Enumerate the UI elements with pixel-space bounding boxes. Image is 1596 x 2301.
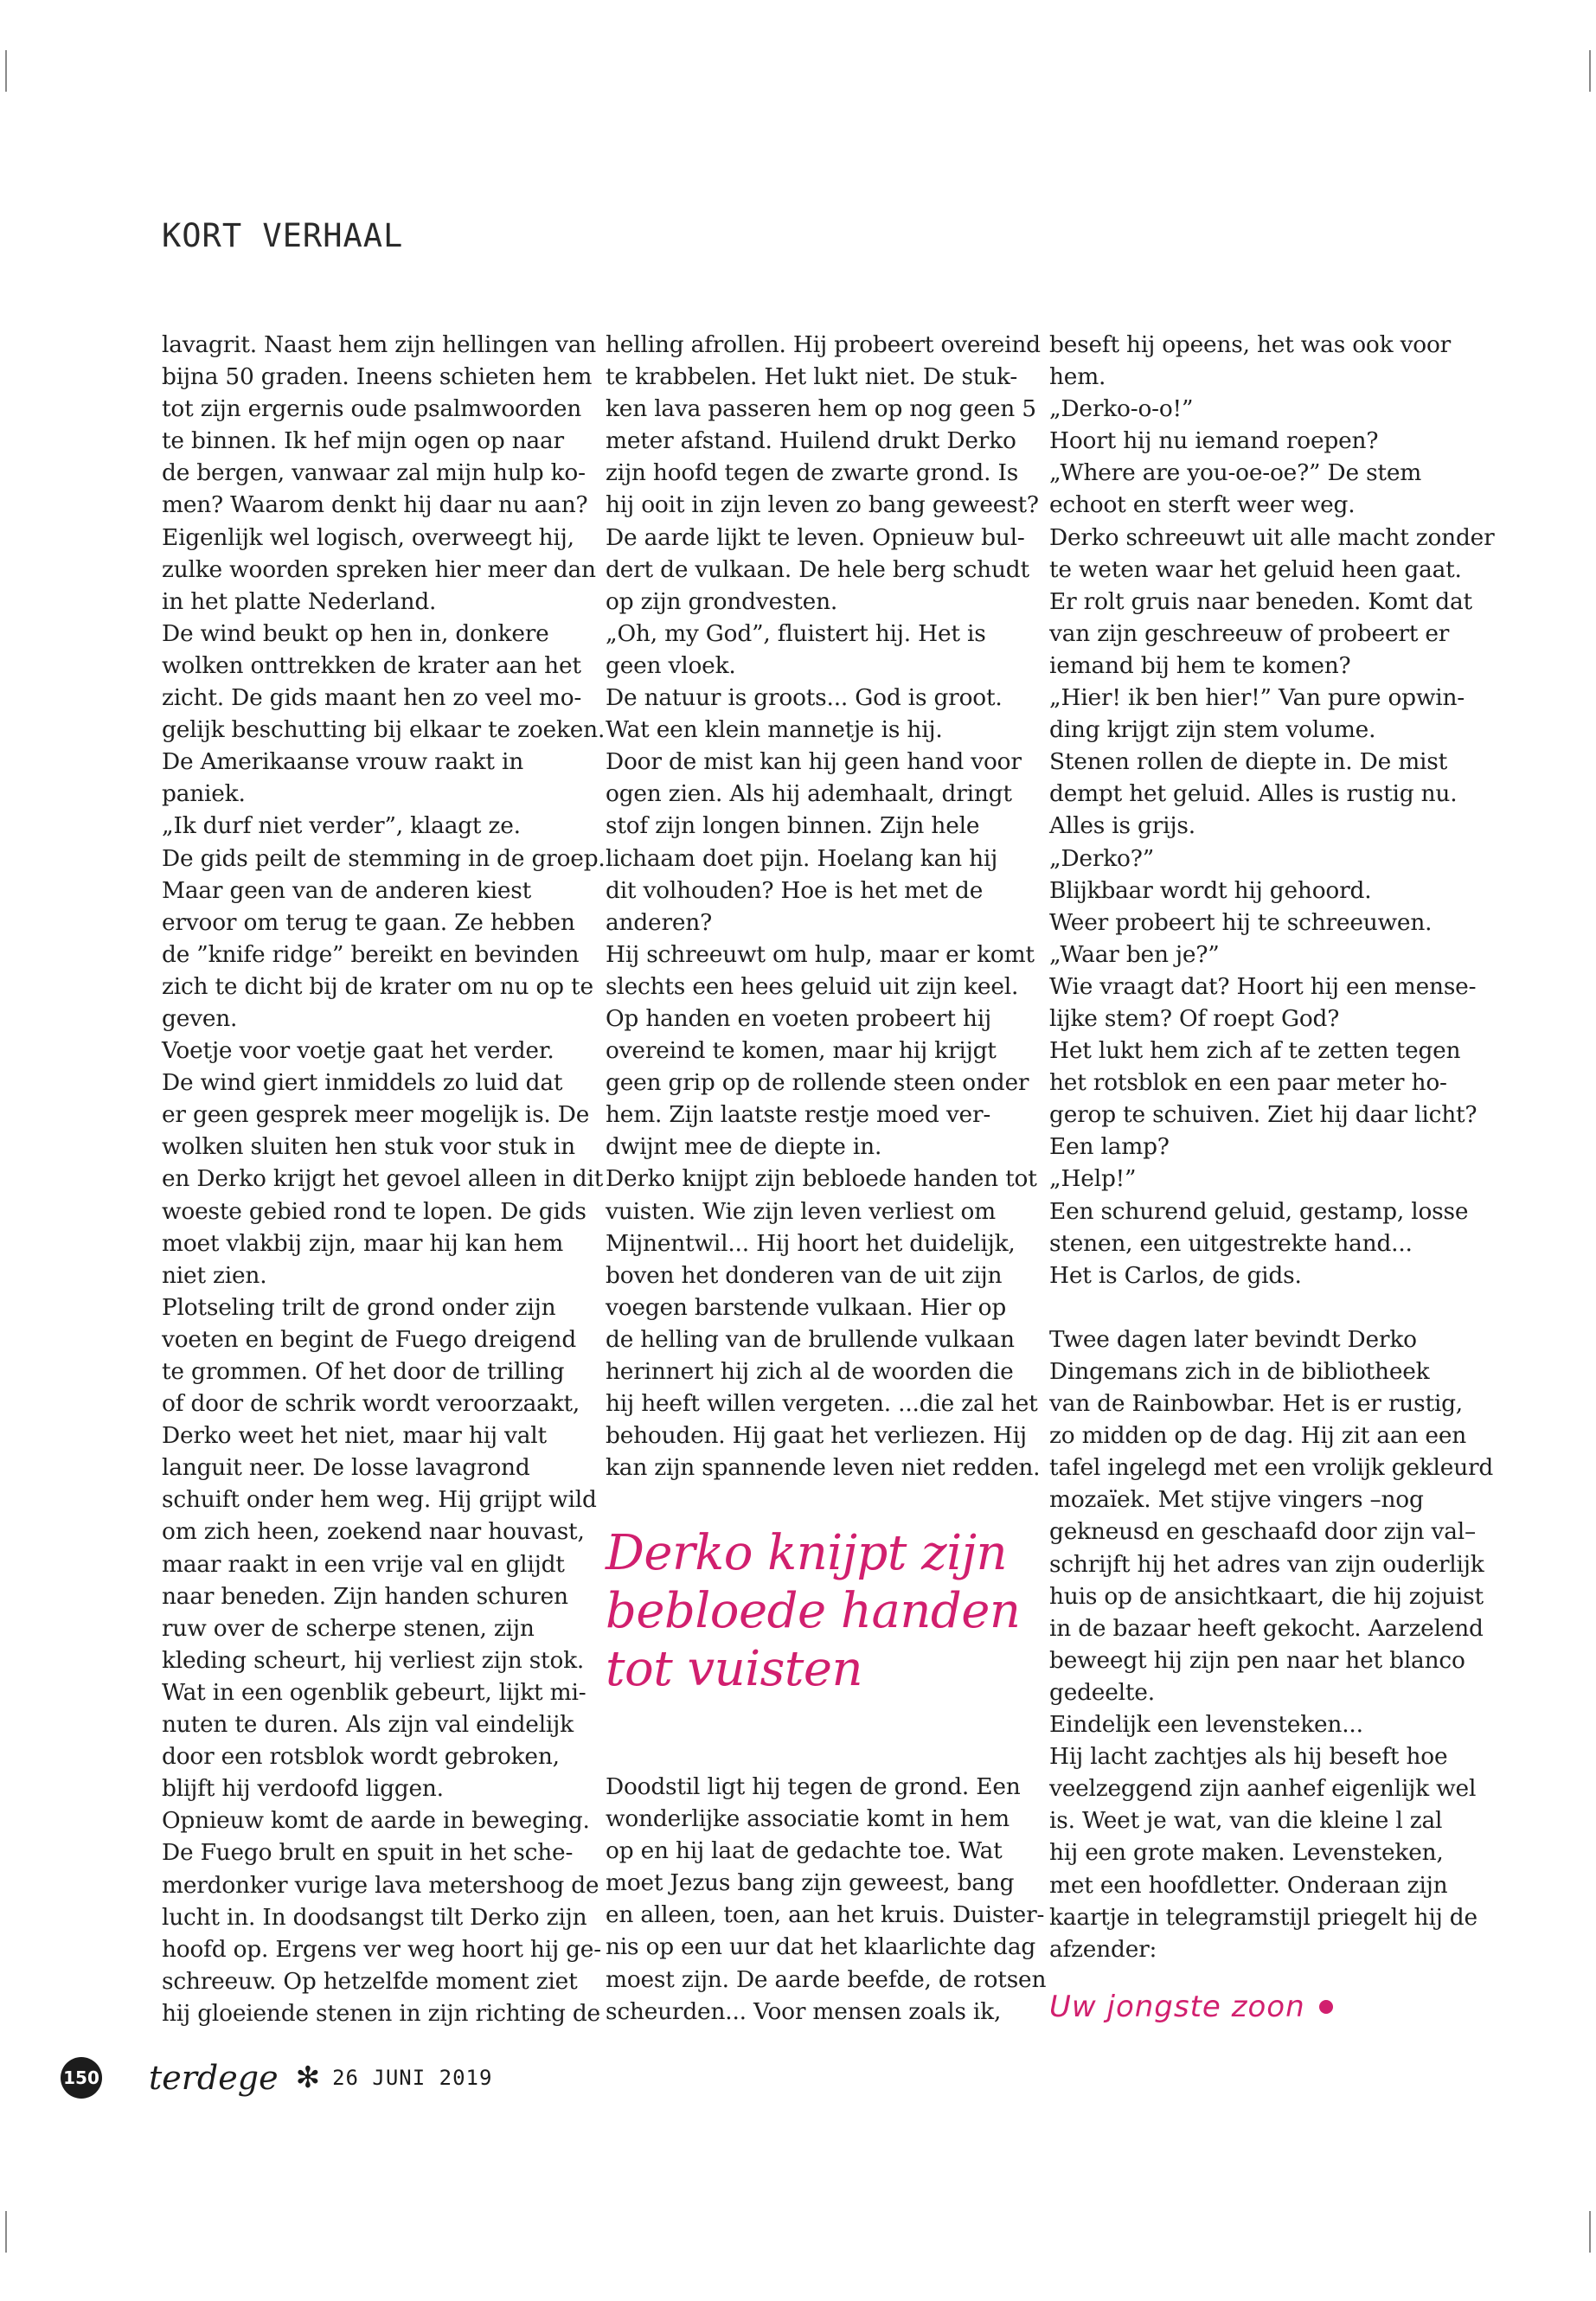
text-line: De wind beukt op hen in, donkere [162, 619, 549, 647]
text-line: men? Waarom denkt hij daar nu aan? [162, 491, 588, 519]
text-line: ding krijgt zijn stem volume. [1049, 716, 1376, 744]
text-line: met een hoofdletter. Onderaan zijn [1049, 1871, 1448, 1899]
text-line: Hoort hij nu iemand roepen? [1049, 427, 1379, 455]
text-line: hoofd op. Ergens ver weg hoort hij ge- [162, 1935, 601, 1963]
text-line: naar beneden. Zijn handen schuren [162, 1582, 568, 1610]
text-line: slechts een hees geluid uit zijn keel. [606, 972, 1019, 1000]
text-line: schrijft hij het adres van zijn ouderlijk [1049, 1550, 1484, 1578]
text-line: Het lukt hem zich af te zetten tegen [1049, 1037, 1461, 1065]
text-line: behouden. Hij gaat het verliezen. Hij [606, 1422, 1027, 1450]
text-line: Doodstil ligt hij tegen de grond. Een [606, 1773, 1021, 1800]
text-line: geen vloek. [606, 651, 736, 679]
text-line: stenen, een uitgestrekte hand... [1049, 1229, 1413, 1257]
text-line: van de Rainbowbar. Het is er rustig, [1049, 1390, 1463, 1418]
text-line: De aarde lijkt te leven. Opnieuw bul- [606, 523, 1025, 551]
text-line: niet zien. [162, 1261, 267, 1289]
text-line: Twee dagen later bevindt Derko [1049, 1325, 1417, 1353]
text-line: te krabbelen. Het lukt niet. De stuk- [606, 363, 1018, 391]
text-line: Derko schreeuwt uit alle macht zonder [1049, 523, 1495, 551]
text-line: op en hij laat de gedachte toe. Wat [606, 1837, 1003, 1865]
text-line: moest zijn. De aarde beefde, de rotsen [606, 1965, 1047, 1993]
text-line: Er rolt gruis naar beneden. Komt dat [1049, 587, 1472, 615]
text-line: mozaïek. Met stijve vingers –nog [1049, 1486, 1424, 1514]
text-line: nuten te duren. Als zijn val eindelijk [162, 1711, 574, 1739]
crop-mark-bottom-right [1589, 2211, 1591, 2253]
text-line: wolken onttrekken de krater aan het [162, 651, 581, 679]
text-line: Hij lacht zachtjes als hij beseft hoe [1049, 1743, 1448, 1771]
text-line: gelijk beschutting bij elkaar te zoeken. [162, 716, 606, 744]
text-line: lichaam doet pijn. Hoelang kan hij [606, 844, 998, 872]
crop-mark-bottom-left [5, 2211, 7, 2253]
text-line: bebloede handen [606, 1583, 1021, 1639]
text-line: moet vlakbij zijn, maar hij kan hem [162, 1229, 564, 1257]
text-line: Opnieuw komt de aarde in beweging. [162, 1807, 590, 1835]
text-line: beseft hij opeens, het was ook voor [1049, 331, 1452, 358]
text-line: hij een grote maken. Levensteken, [1049, 1839, 1444, 1867]
section-label: KORT VERHAAL [162, 217, 404, 254]
text-line: maar raakt in een vrije val en glijdt [162, 1550, 565, 1578]
text-line: Derko knijpt zijn bebloede handen tot [606, 1165, 1037, 1193]
magazine-brand: terdege [149, 2059, 279, 2097]
text-line: of door de schrik wordt veroorzaakt, [162, 1390, 580, 1418]
text-line: is. Weet je wat, van die kleine l zal [1049, 1807, 1443, 1835]
text-line: in het platte Nederland. [162, 587, 437, 615]
text-column-3 [1049, 329, 1495, 1965]
text-line: Wat een klein mannetje is hij. [606, 716, 943, 744]
text-line: „Ik durf niet verder”, klaagt ze. [162, 812, 521, 840]
text-line: kan zijn spannende leven niet redden. [606, 1454, 1041, 1482]
text-line: „Oh, my God”, fluistert hij. Het is [606, 619, 986, 647]
text-line: meter afstand. Huilend drukt Derko [606, 427, 1016, 455]
text-line: „Waar ben je?” [1049, 940, 1220, 968]
text-line: de helling van de brullende vulkaan [606, 1325, 1015, 1353]
text-line: tafel ingelegd met een vrolijk gekleurd [1049, 1454, 1494, 1482]
text-line: wonderlijke associatie komt in hem [606, 1805, 1010, 1833]
text-line: anderen? [606, 908, 713, 936]
text-line: „Where are you-oe-oe?” De stem [1049, 459, 1422, 487]
text-line: De Fuego brult en spuit in het sche- [162, 1839, 574, 1867]
text-line: scheurden... Voor mensen zoals ik, [606, 1997, 1002, 2025]
text-line: Eigenlijk wel logisch, overweegt hij, [162, 523, 574, 551]
text-line: en Derko krijgt het gevoel alleen in dit [162, 1165, 604, 1193]
text-line: stof zijn longen binnen. Zijn hele [606, 812, 980, 840]
star-separator-icon: ✻ [295, 2061, 321, 2095]
page-number: 150 [61, 2057, 102, 2099]
text-line: Alles is grijs. [1049, 812, 1195, 840]
text-line: ken lava passeren hem op nog geen 5 [606, 395, 1036, 423]
issue-date: 26 JUNI 2019 [332, 2066, 493, 2090]
text-line: Door de mist kan hij geen hand voor [606, 748, 1022, 776]
text-line: Stenen rollen de diepte in. De mist [1049, 748, 1448, 776]
text-line: Blijkbaar wordt hij gehoord. [1049, 876, 1372, 904]
text-column-2-lower [606, 1771, 1047, 2028]
text-line: de ”knife ridge” bereikt en bevinden [162, 940, 580, 968]
text-line: Derko weet het niet, maar hij valt [162, 1422, 547, 1450]
text-line: Het is Carlos, de gids. [1049, 1261, 1302, 1289]
text-line: nis op een uur dat het klaarlichte dag [606, 1933, 1036, 1961]
text-line: woeste gebied rond te lopen. De gids [162, 1197, 586, 1225]
text-line: gerop te schuiven. Ziet hij daar licht? [1049, 1101, 1477, 1129]
crop-mark-top-right [1589, 50, 1591, 92]
text-line: boven het donderen van de uit zijn [606, 1261, 1003, 1289]
text-line: ruw over de scherpe stenen, zijn [162, 1614, 535, 1642]
text-line: kleding scheurt, hij verliest zijn stok. [162, 1646, 585, 1674]
text-line: „Help!” [1049, 1165, 1137, 1193]
signoff [1049, 1990, 1333, 2024]
text-line: kaartje in telegramstijl priegelt hij de [1049, 1903, 1477, 1931]
text-line: Plotseling trilt de grond onder zijn [162, 1293, 556, 1321]
text-line: zicht. De gids maant hen zo veel mo- [162, 684, 582, 712]
text-line: helling afrollen. Hij probeert overeind [606, 331, 1041, 358]
text-line: te binnen. Ik hef mijn ogen op naar [162, 427, 564, 455]
text-line: De wind giert inmiddels zo luid dat [162, 1069, 563, 1097]
text-line: iemand bij hem te komen? [1049, 651, 1351, 679]
text-line: hij heeft willen vergeten. ...die zal het [606, 1390, 1038, 1418]
text-line: te weten waar het geluid heen gaat. [1049, 555, 1462, 583]
text-line: geven. [162, 1004, 238, 1032]
text-line: van zijn geschreeuw of probeert er [1049, 619, 1450, 647]
text-line: dit volhouden? Hoe is het met de [606, 876, 984, 904]
text-line: dwijnt mee de diepte in. [606, 1133, 882, 1161]
pull-quote [606, 1524, 1029, 1698]
text-line: herinnert hij zich al de woorden die [606, 1358, 1014, 1385]
signoff-text: Uw jongste zoon [1049, 1990, 1305, 2024]
text-line: hij gloeiende stenen in zijn richting de [162, 1999, 600, 2027]
text-line: Op handen en voeten probeert hij [606, 1004, 991, 1032]
text-line: afzender: [1049, 1935, 1157, 1963]
text-line: zulke woorden spreken hier meer dan [162, 555, 596, 583]
text-line: vuisten. Wie zijn leven verliest om [606, 1197, 996, 1225]
text-line: dert de vulkaan. De hele berg schudt [606, 555, 1029, 583]
text-line: lijke stem? Of roept God? [1049, 1004, 1340, 1032]
text-line: De Amerikaanse vrouw raakt in [162, 748, 524, 776]
text-line: zo midden op de dag. Hij zit aan een [1049, 1422, 1467, 1450]
text-line: hem. [1049, 363, 1106, 391]
text-line: Mijnentwil... Hij hoort het duidelijk, [606, 1229, 1016, 1257]
text-line: Weer probeert hij te schreeuwen. [1049, 908, 1433, 936]
text-line: wolken sluiten hen stuk voor stuk in [162, 1133, 575, 1161]
text-line: gekneusd en geschaafd door zijn val– [1049, 1518, 1476, 1546]
end-mark-dot-icon [1319, 2000, 1333, 2014]
crop-mark-top-left [5, 50, 7, 92]
text-line: de bergen, vanwaar zal mijn hulp ko- [162, 459, 586, 487]
text-line: Dingemans zich in de bibliotheek [1049, 1358, 1430, 1385]
text-line: Een lamp? [1049, 1133, 1170, 1161]
text-line: Hij schreeuwt om hulp, maar er komt [606, 940, 1035, 968]
text-line: dempt het geluid. Alles is rustig nu. [1049, 780, 1458, 808]
text-line: Wat in een ogenblik gebeurt, lijkt mi- [162, 1678, 586, 1706]
text-line: veelzeggend zijn aanhef eigenlijk wel [1049, 1775, 1477, 1803]
page-footer [61, 2056, 492, 2099]
text-line: voegen barstende vulkaan. Hier op [606, 1293, 1007, 1321]
text-line: moet Jezus bang zijn geweest, bang [606, 1869, 1015, 1897]
text-line: schuift onder hem weg. Hij grijpt wild [162, 1486, 597, 1514]
text-line: bijna 50 graden. Ineens schieten hem [162, 363, 593, 391]
text-line: lucht in. In doodsangst tilt Derko zijn [162, 1903, 587, 1931]
text-line: Wie vraagt dat? Hoort hij een mense- [1049, 972, 1477, 1000]
text-line: De natuur is groots... God is groot. [606, 684, 1003, 712]
text-line: er geen gesprek meer mogelijk is. De [162, 1101, 590, 1129]
text-line: blijft hij verdoofd liggen. [162, 1775, 444, 1803]
text-line: lavagrit. Naast hem zijn hellingen van [162, 331, 597, 358]
text-line: languit neer. De losse lavagrond [162, 1454, 530, 1482]
text-line: Derko knijpt zijn [606, 1525, 1008, 1581]
text-line: Eindelijk een levensteken... [1049, 1711, 1363, 1739]
text-line: in de bazaar heeft gekocht. Aarzelend [1049, 1614, 1484, 1642]
text-line: echoot en sterft weer weg. [1049, 491, 1356, 519]
text-line: zich te dicht bij de krater om nu op te [162, 972, 593, 1000]
text-line: hem. Zijn laatste restje moed ver- [606, 1101, 991, 1129]
text-line: het rotsblok en een paar meter ho- [1049, 1069, 1447, 1097]
text-line: „Hier! ik ben hier!” Van pure opwin- [1049, 684, 1465, 712]
text-line: tot zijn ergernis oude psalmwoorden [162, 395, 582, 423]
text-line: Voetje voor voetje gaat het verder. [162, 1037, 554, 1065]
text-line: De gids peilt de stemming in de groep. [162, 844, 606, 872]
text-line: te grommen. Of het door de trilling [162, 1358, 565, 1385]
text-line: geen grip op de rollende steen onder [606, 1069, 1029, 1097]
text-line: op zijn grondvesten. [606, 587, 838, 615]
text-line: „Derko-o-o!” [1049, 395, 1194, 423]
text-line: ervoor om terug te gaan. Ze hebben [162, 908, 575, 936]
paragraph-break [1049, 1292, 1469, 1324]
text-line: ogen zien. Als hij ademhaalt, dringt [606, 780, 1012, 808]
text-line: „Derko?” [1049, 844, 1154, 872]
text-column-1 [162, 329, 606, 2029]
text-line: zijn hoofd tegen de zwarte grond. Is [606, 459, 1019, 487]
text-column-2 [606, 329, 1041, 1484]
text-line: tot vuisten [606, 1641, 863, 1697]
text-line: beweegt hij zijn pen naar het blanco [1049, 1646, 1465, 1674]
text-line: hij ooit in zijn leven zo bang geweest? [606, 491, 1039, 519]
text-line: huis op de ansichtkaart, die hij zojuist [1049, 1582, 1484, 1610]
text-line: merdonker vurige lava metershoog de [162, 1871, 599, 1899]
text-line: voeten en begint de Fuego dreigend [162, 1325, 577, 1353]
text-line: Maar geen van de anderen kiest [162, 876, 531, 904]
text-line: paniek. [162, 780, 246, 808]
text-line: overeind te komen, maar hij krijgt [606, 1037, 997, 1065]
text-line: door een rotsblok wordt gebroken, [162, 1743, 560, 1771]
text-line: gedeelte. [1049, 1678, 1155, 1706]
text-line: Een schurend geluid, gestamp, losse [1049, 1197, 1469, 1225]
text-line: en alleen, toen, aan het kruis. Duister- [606, 1901, 1045, 1929]
text-line: schreeuw. Op hetzelfde moment ziet [162, 1967, 578, 1995]
text-line: om zich heen, zoekend naar houvast, [162, 1518, 585, 1546]
